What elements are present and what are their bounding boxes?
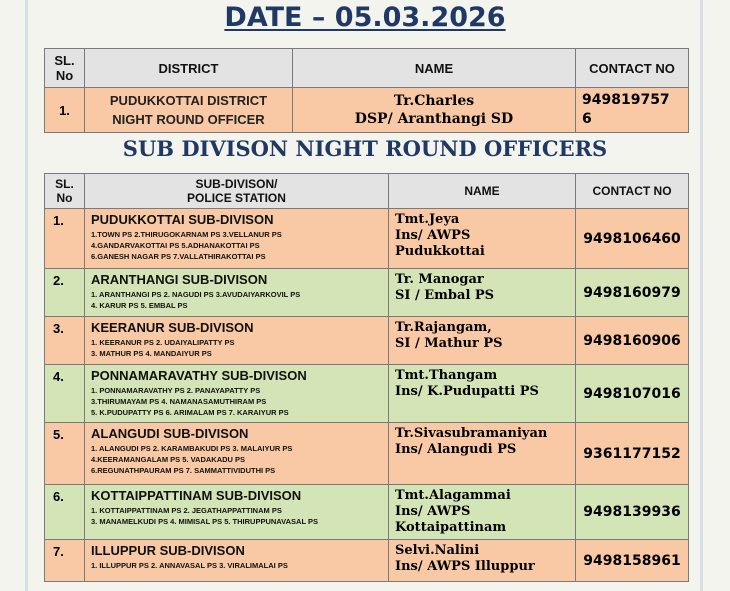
- page-border-right: [700, 0, 703, 591]
- police-stations: 1. ILLUPPUR PS 2. ANNAVASAL PS 3. VIRALIMALAI PS: [91, 561, 288, 570]
- officer-name-cell: [389, 540, 576, 582]
- division-cell: [85, 423, 389, 485]
- officer-name-cell: [293, 88, 576, 133]
- contact-line1: 949819757: [582, 92, 670, 108]
- district-line1: PUDUKKOTTAI DISTRICT: [109, 93, 268, 108]
- page-border-left: [25, 0, 28, 591]
- police-stations: 3.THIRUMAYAM PS 4. NAMANASAMUTHIRAM PS: [91, 397, 267, 406]
- contact-cell: [576, 88, 689, 133]
- officer-name: Tr.Charles: [393, 93, 475, 109]
- division-header: [85, 174, 389, 209]
- sl-header: SL. No: [45, 174, 85, 209]
- contact-number: 9498160906: [576, 317, 689, 365]
- row-sl: 1.: [45, 88, 85, 133]
- division-cell: [85, 269, 389, 317]
- police-stations: 1. PONNAMARAVATHY PS 2. PANAYAPATTY PS: [91, 386, 261, 395]
- date-title: DATE – 05.03.2026: [224, 2, 506, 33]
- name-header: NAME: [389, 174, 576, 209]
- division-name: ALANGUDI SUB-DIVISON: [91, 426, 249, 441]
- officer-name-line: Tmt.Thangam: [395, 368, 498, 383]
- contact-number: 9498106460: [576, 209, 689, 269]
- contact-number: 9361177152: [576, 423, 689, 485]
- district-officer-table: [44, 48, 689, 133]
- police-stations: 1. KEERANUR PS 2. UDAIYALIPATTY PS: [91, 338, 235, 347]
- police-stations: 1. KOTTAIPPATTINAM PS 2. JEGATHAPPATTINAM PS: [91, 506, 282, 515]
- row-sl: 4.: [45, 365, 85, 423]
- subdivision-table: [44, 173, 689, 582]
- name-header: NAME: [293, 49, 576, 88]
- police-stations: 3. MATHUR PS 4. MANDAIYUR PS: [91, 349, 212, 358]
- contact-number: 9498160979: [576, 269, 689, 317]
- contact-number: 9498158961: [576, 540, 689, 582]
- officer-designation: DSP/ Aranthangi SD: [354, 111, 514, 127]
- police-stations: 6.REGUNATHPAURAM PS 7. SAMMATTIVIDUTHI PS: [91, 466, 276, 475]
- subdivision-row: [45, 423, 689, 485]
- district-header: DISTRICT: [85, 49, 293, 88]
- officer-name-line: Ins/ Alangudi PS: [395, 442, 517, 457]
- officer-name-line: Ins/ AWPS: [395, 228, 471, 243]
- officer-name-line: Kottaipattinam: [395, 520, 507, 535]
- division-name: KEERANUR SUB-DIVISON: [91, 320, 254, 335]
- officer-name-line: Ins/ AWPS Illuppur: [395, 559, 535, 574]
- division-header-line1: SUB-DIVISON/: [195, 177, 278, 191]
- contact-line2: 6: [582, 111, 592, 127]
- police-stations: 4.GANDARVAKOTTAI PS 5.ADHANAKOTTAI PS: [91, 241, 260, 250]
- police-stations: 3. MANAMELKUDI PS 4. MIMISAL PS 5. THIRUPPUNAVASAL PS: [91, 517, 318, 526]
- subdivision-heading: SUB DIVISON NIGHT ROUND OFFICERS: [122, 136, 608, 161]
- contact-header: CONTACT NO: [576, 49, 689, 88]
- sl-header: SL. No: [45, 49, 85, 88]
- officer-name-line: Tr.Rajangam,: [395, 320, 492, 335]
- subdivision-row: [45, 485, 689, 540]
- officer-name-line: SI / Embal PS: [395, 288, 495, 303]
- division-cell: [85, 209, 389, 269]
- contact-header: CONTACT NO: [576, 174, 689, 209]
- division-cell: [85, 365, 389, 423]
- police-stations: 5. K.PUDUPATTY PS 6. ARIMALAM PS 7. KARAIYUR PS: [91, 408, 289, 417]
- officer-name-line: Tmt.Alagammai: [395, 488, 511, 503]
- police-stations: 6.GANESH NAGAR PS 7.VALLATHIRAKOTTAI PS: [91, 252, 266, 261]
- subdivision-row: [45, 317, 689, 365]
- officer-name-line: Pudukkottai: [395, 244, 485, 259]
- officer-name-cell: [389, 317, 576, 365]
- officer-name-cell: [389, 423, 576, 485]
- officer-name-line: Tr. Manogar: [395, 272, 484, 287]
- division-name: PUDUKKOTTAI SUB-DIVISON: [91, 212, 274, 227]
- district-line2: NIGHT ROUND OFFICER: [112, 112, 265, 127]
- contact-number: 9498139936: [576, 485, 689, 540]
- district-officer-row: [45, 88, 689, 133]
- officer-name-line: Ins/ AWPS: [395, 504, 471, 519]
- officer-name-cell: [389, 269, 576, 317]
- district-table-header: [45, 49, 689, 88]
- subdivision-row: [45, 209, 689, 269]
- division-name: PONNAMARAVATHY SUB-DIVISON: [91, 368, 307, 383]
- subdivision-row: [45, 365, 689, 423]
- division-cell: [85, 317, 389, 365]
- division-name: ARANTHANGI SUB-DIVISON: [91, 272, 268, 287]
- officer-name-line: Tmt.Jeya: [395, 212, 460, 227]
- division-name: ILLUPPUR SUB-DIVISON: [91, 543, 245, 558]
- officer-name-cell: [389, 365, 576, 423]
- district-cell: [85, 88, 293, 133]
- officer-name-cell: [389, 485, 576, 540]
- police-stations: 1. ALANGUDI PS 2. KARAMBAKUDI PS 3. MALAIYUR PS: [91, 444, 293, 453]
- division-cell: [85, 485, 389, 540]
- subdivision-row: [45, 540, 689, 582]
- row-sl: 3.: [45, 317, 85, 365]
- police-stations: 4. KARUR PS 5. EMBAL PS: [91, 301, 188, 310]
- contact-number: 9498107016: [576, 365, 689, 423]
- police-stations: 1. ARANTHANGI PS 2. NAGUDI PS 3.AVUDAIYARKOVIL PS: [91, 290, 301, 299]
- police-stations: 1.TOWN PS 2.THIRUGOKARNAM PS 3.VELLANUR PS: [91, 230, 282, 239]
- row-sl: 5.: [45, 423, 85, 485]
- officer-name-line: Selvi.Nalini: [395, 543, 480, 558]
- division-name: KOTTAIPPATTINAM SUB-DIVISON: [91, 488, 302, 503]
- subdivision-row: [45, 269, 689, 317]
- subdivision-table-header: [45, 174, 689, 209]
- division-cell: [85, 540, 389, 582]
- officer-name-line: Ins/ K.Pudupatti PS: [395, 384, 539, 399]
- officer-name-line: Tr.Sivasubramaniyan: [395, 426, 548, 441]
- officer-name-cell: [389, 209, 576, 269]
- officer-name-line: SI / Mathur PS: [395, 336, 503, 351]
- row-sl: 7.: [45, 540, 85, 582]
- row-sl: 6.: [45, 485, 85, 540]
- police-stations: 4.KEERAMANGALAM PS 5. VADAKADU PS: [91, 455, 246, 464]
- row-sl: 2.: [45, 269, 85, 317]
- division-header-line2: POLICE STATION: [187, 191, 286, 205]
- row-sl: 1.: [45, 209, 85, 269]
